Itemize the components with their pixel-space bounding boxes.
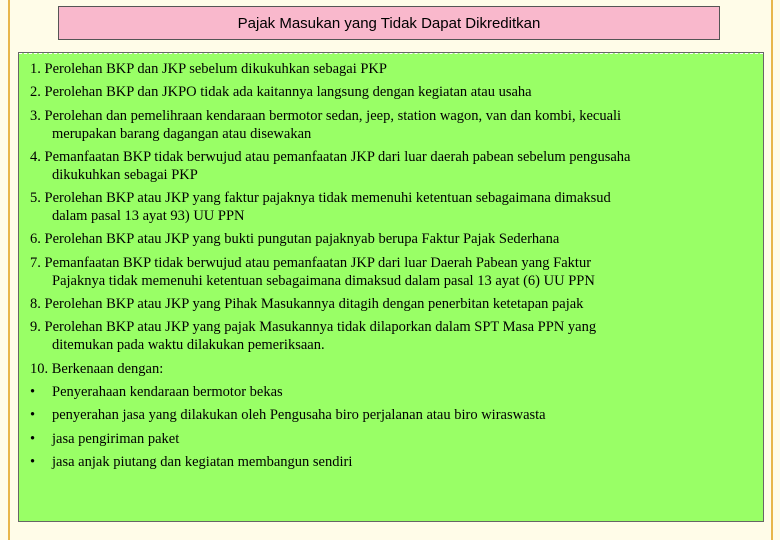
- list-item: [30, 189, 753, 225]
- bullet-list: [30, 383, 753, 471]
- content-box: [18, 52, 764, 522]
- bullet-item: [30, 383, 753, 401]
- list-item-text: 9. Perolehan BKP atau JKP yang pajak Masukannya tidak dilaporkan dalam SPT Masa PPN yang: [30, 319, 597, 336]
- decorative-line-left: [8, 0, 10, 540]
- list-item-text: 6. Perolehan BKP atau JKP yang bukti pungutan pajaknyab berupa Faktur Pajak Sederhana: [30, 231, 560, 248]
- list-item-text: 7. Pemanfaatan BKP tidak berwujud atau pemanfaatan JKP dari luar Daerah Pabean yang Faktur: [30, 254, 592, 271]
- list-item-continuation: dalam pasal 13 ayat 93) UU PPN: [52, 208, 245, 225]
- list-item-text: 4. Pemanfaatan BKP tidak berwujud atau pemanfaatan JKP dari luar daerah pabean sebelum pengusaha: [30, 148, 631, 165]
- list-item-text: 3. Perolehan dan pemelihraan kendaraan bermotor sedan, jeep, station wagon, van dan kombi, kecuali: [30, 107, 622, 124]
- title-box: [58, 6, 720, 40]
- bullet-item: [30, 453, 753, 471]
- bullet-text: jasa pengiriman paket: [52, 430, 180, 447]
- bullet-text: penyerahan jasa yang dilakukan oleh Pengusaha biro perjalanan atau biro wiraswasta: [52, 407, 546, 424]
- list-item-text: 1. Perolehan BKP dan JKP sebelum dikukuhkan sebagai PKP: [30, 61, 387, 77]
- list-item-text: 5. Perolehan BKP atau JKP yang faktur pajaknya tidak memenuhi ketentuan sebagaimana dimaksud: [30, 190, 611, 207]
- list-item: [30, 148, 753, 184]
- list-item: [30, 60, 753, 78]
- bullet-icon: •: [30, 383, 36, 400]
- item-list: [30, 60, 753, 378]
- list-item: [30, 295, 753, 313]
- list-item: [30, 318, 753, 354]
- bullet-text: jasa anjak piutang dan kegiatan membangun sendiri: [52, 453, 353, 470]
- bullet-item: [30, 430, 753, 448]
- list-item: [30, 230, 753, 248]
- list-item: [30, 107, 753, 143]
- list-item-continuation: merupakan barang dagangan atau disewakan: [52, 125, 312, 142]
- bullet-text: Penyerahaan kendaraan bermotor bekas: [52, 383, 283, 400]
- list-item: [30, 83, 753, 101]
- dashed-divider: [19, 53, 763, 54]
- list-item-continuation: Pajaknya tidak memenuhi ketentuan sebagaimana dimaksud dalam pasal 13 ayat (6) UU PPN: [52, 272, 595, 289]
- bullet-item: [30, 406, 753, 424]
- decorative-line-right: [771, 0, 773, 540]
- list-item-text: 10. Berkenaan dengan:: [30, 360, 164, 377]
- list-item-continuation: ditemukan pada waktu dilakukan pemeriksaan.: [52, 337, 325, 354]
- list-item-text: 8. Perolehan BKP atau JKP yang Pihak Masukannya ditagih dengan penerbitan ketetapan pajak: [30, 296, 584, 313]
- list-item-text: 2. Perolehan BKP dan JKPO tidak ada kaitannya langsung dengan kegiatan atau usaha: [30, 84, 532, 101]
- page-title: Pajak Masukan yang Tidak Dapat Dikreditkan: [237, 14, 541, 32]
- list-item: [30, 254, 753, 290]
- bullet-icon: •: [30, 407, 36, 424]
- list-item-continuation: dikukuhkan sebagai PKP: [52, 166, 198, 183]
- bullet-icon: •: [30, 453, 36, 470]
- bullet-icon: •: [30, 430, 36, 447]
- list-item: [30, 360, 753, 378]
